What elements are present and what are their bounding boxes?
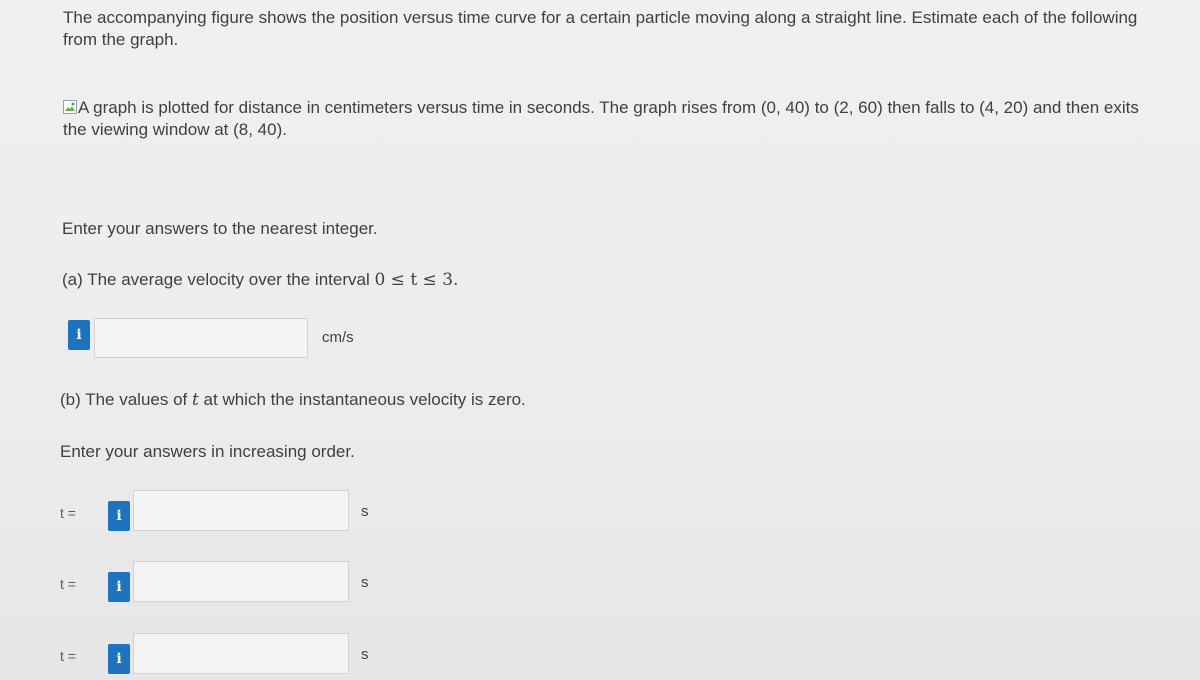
- part-b-prefix: (b) The values of: [60, 390, 192, 409]
- part-b-prompt: [60, 389, 526, 411]
- part-b-unit-2: s: [361, 574, 369, 591]
- graph-alt-description: A graph is plotted for distance in centimeters versus time in seconds. The graph rises from (0, 40) to (2, 60) then falls to (4, 20) and then exits the viewing window at (8, 40).: [63, 98, 1139, 139]
- part-a-unit: cm/s: [322, 329, 354, 346]
- broken-image-icon: [63, 100, 77, 114]
- graph-image-alt-text: [63, 97, 1153, 141]
- part-b-variable: t: [191, 390, 199, 410]
- part-b-suffix: at which the instantaneous velocity is zero.: [198, 390, 526, 409]
- part-b-unit-1: s: [361, 503, 369, 520]
- part-b-info-icon-1[interactable]: i: [108, 501, 130, 531]
- part-b-label-3: t =: [60, 648, 76, 664]
- part-a-answer-input[interactable]: [94, 318, 308, 358]
- part-b-answer-input-3[interactable]: [133, 633, 349, 674]
- part-b-answer-input-1[interactable]: [133, 490, 349, 531]
- part-b-unit-3: s: [361, 646, 369, 663]
- part-b-answer-input-2[interactable]: [133, 561, 349, 602]
- part-a-text: (a) The average velocity over the interval: [62, 270, 375, 289]
- part-a-prompt: [62, 269, 458, 291]
- part-a-info-icon[interactable]: i: [68, 320, 90, 350]
- part-b-info-icon-2[interactable]: i: [108, 572, 130, 602]
- part-b-label-1: t =: [60, 505, 76, 521]
- question-intro: The accompanying figure shows the position versus time curve for a certain particle moving along a straight line. Estimate each of the following from the graph.: [63, 8, 1138, 49]
- order-instruction: Enter your answers in increasing order.: [60, 442, 355, 461]
- part-b-info-icon-3[interactable]: i: [108, 644, 130, 674]
- rounding-instruction: Enter your answers to the nearest integer.: [62, 219, 378, 238]
- part-a-interval: 0 ≤ t ≤ 3.: [374, 270, 459, 290]
- part-b-label-2: t =: [60, 576, 76, 592]
